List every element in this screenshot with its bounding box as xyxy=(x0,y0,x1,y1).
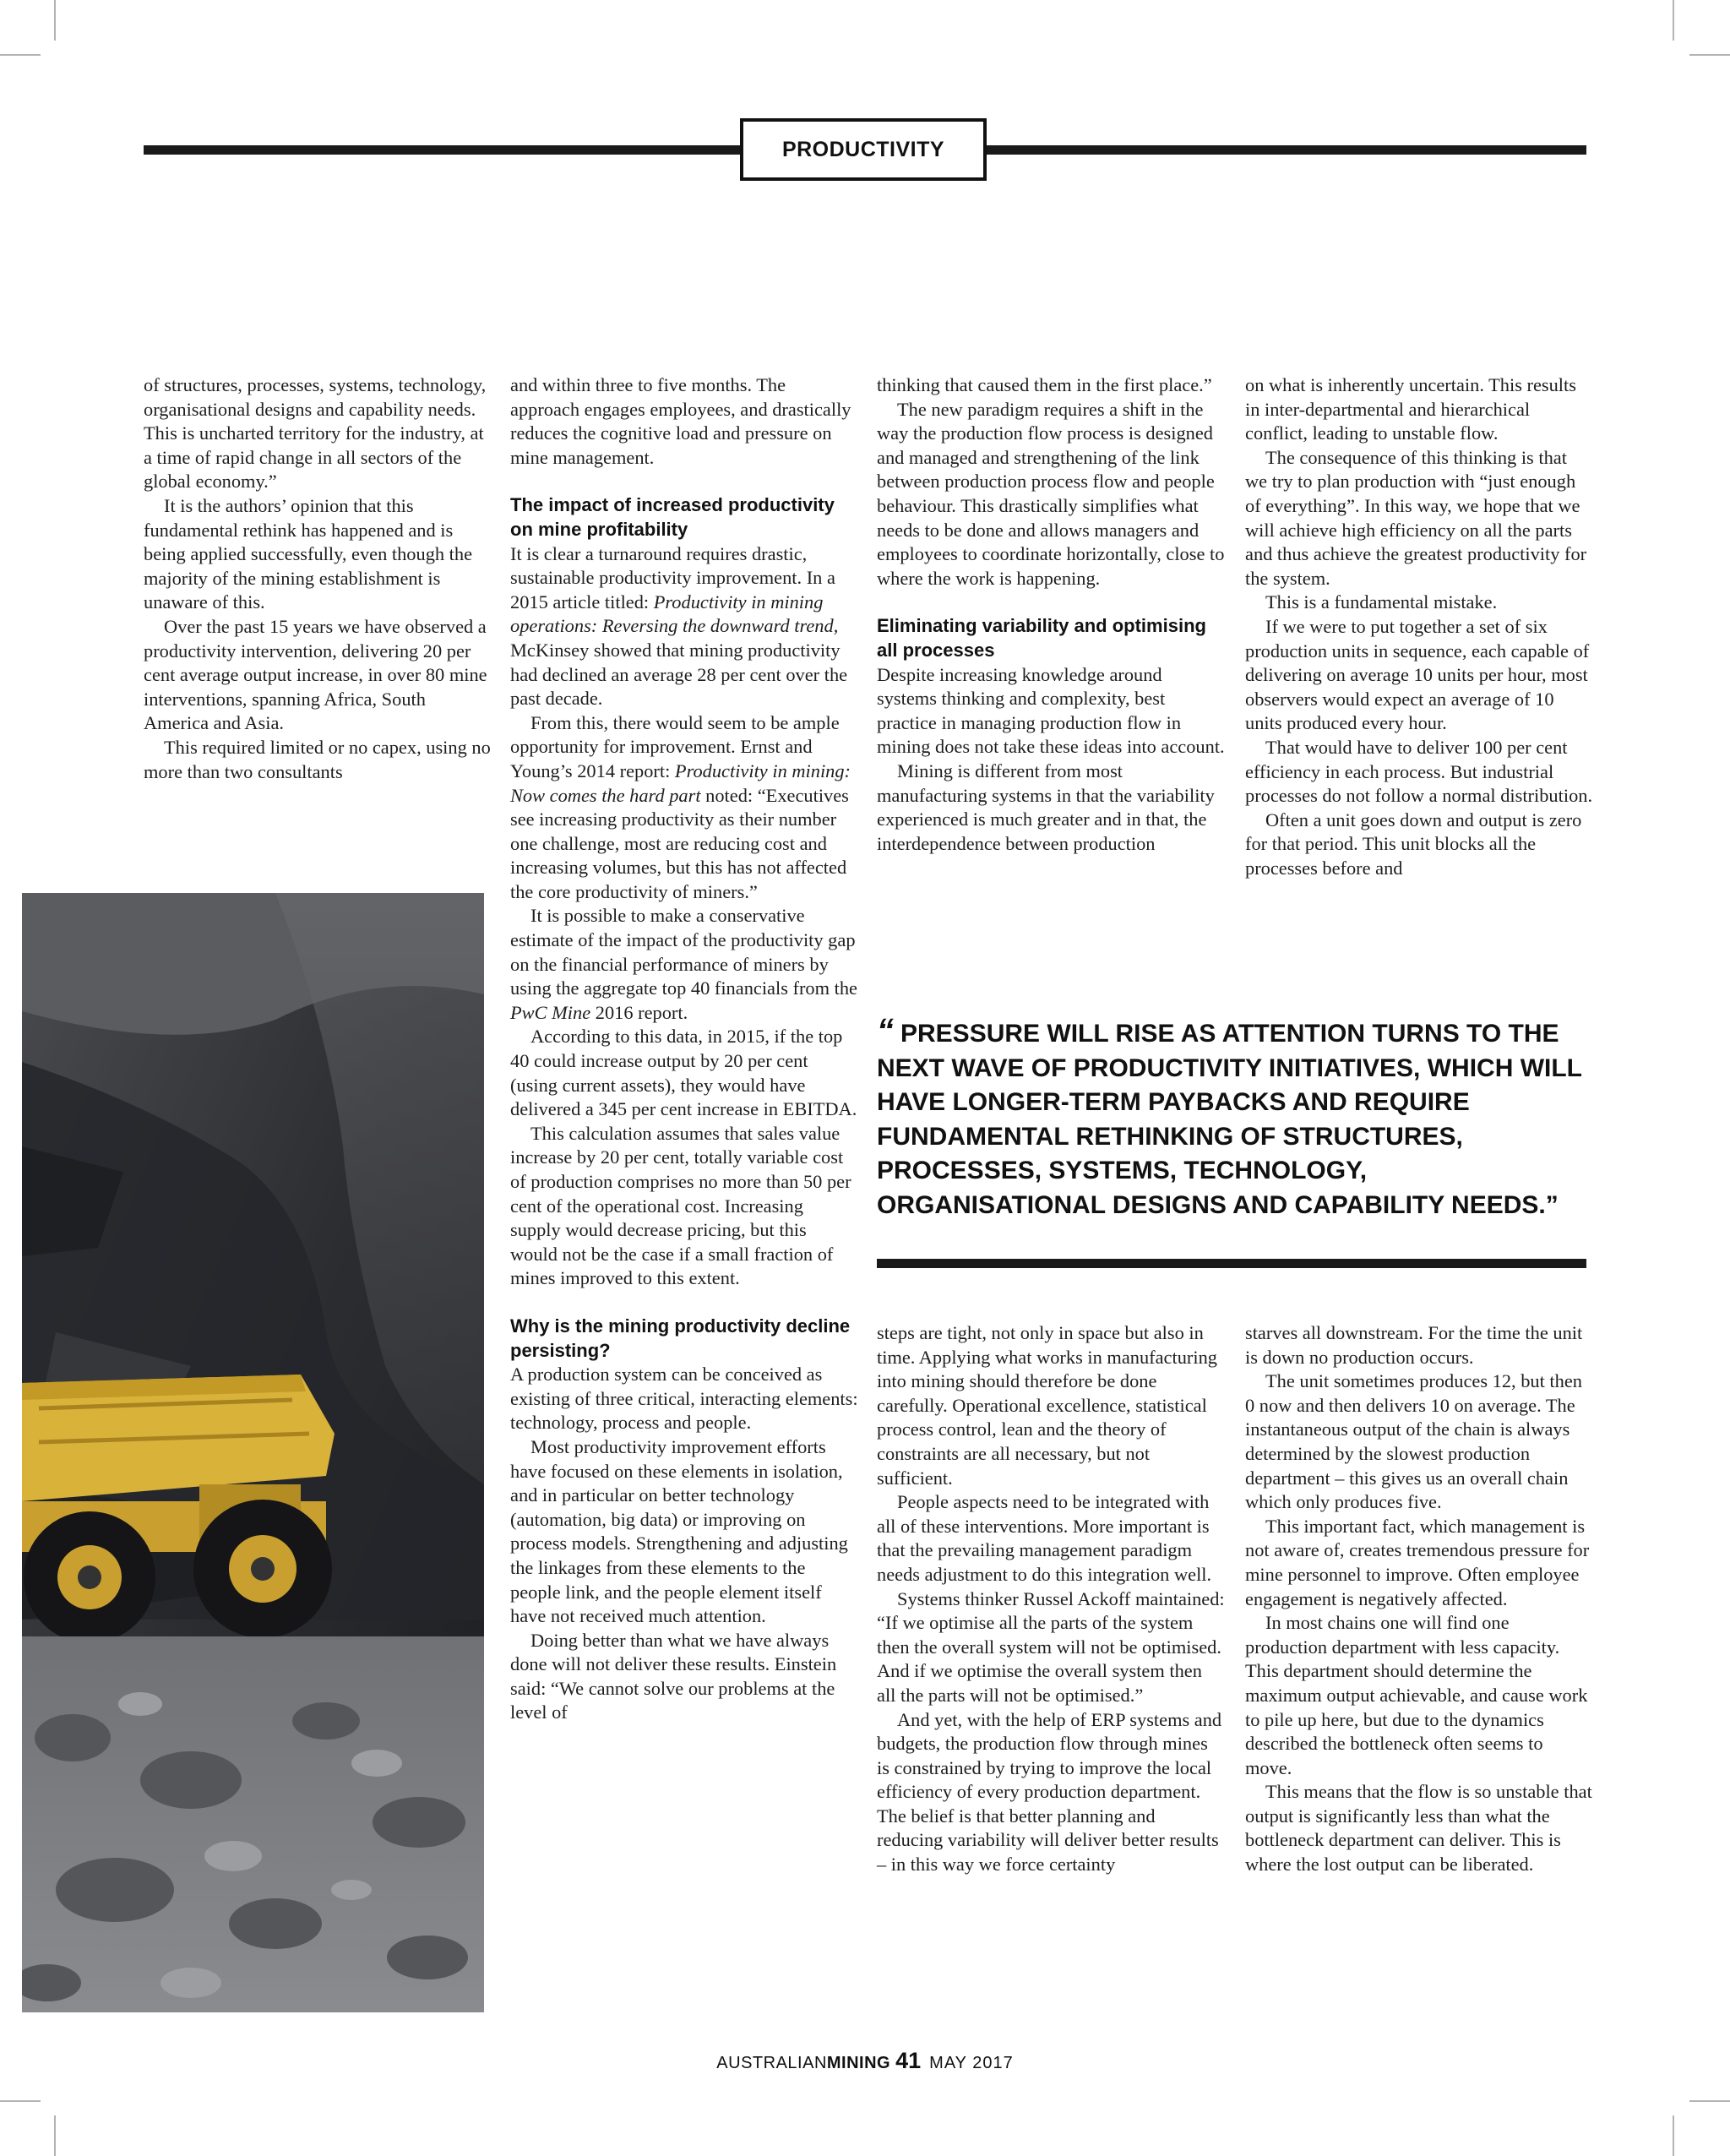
column-4-bottom xyxy=(1245,1321,1593,1877)
paragraph: steps are tight, not only in space but also in time. Applying what works in manufacturing into mining should therefore be done carefully. Operational excellence, statistical process control, lean and the theory of constraints are all necessary, but not sufficient. xyxy=(877,1322,1217,1489)
paragraph: Often a unit goes down and output is zero for that period. This unit blocks all the processes before and xyxy=(1245,808,1582,879)
paragraph: This means that the flow is so unstable that output is significantly less than what the bottleneck department can deliver. This is where the lost output can be liberated. xyxy=(1245,1781,1592,1876)
paragraph: People aspects need to be integrated with all of these interventions. More important is that the prevailing management paradigm needs adjustment to do this integration well. xyxy=(877,1491,1212,1585)
subheading: Why is the mining productivity decline persisting? xyxy=(510,1315,851,1361)
crop-mark xyxy=(54,0,56,41)
crop-mark xyxy=(1689,54,1730,56)
paragraph: In most chains one will find one production department with less capacity. This department should determine the maximum output achievable, and cause work to pile up here, but due to the dynamics described the bottleneck often seems to move. xyxy=(1245,1612,1588,1778)
paragraph: If we were to put together a set of six production units in sequence, each capable of delivering on average 10 units per hour, most observers would expect an average of 10 units produced every hour. xyxy=(1245,615,1590,734)
mine-truck-photo xyxy=(22,893,484,2012)
pull-quote xyxy=(877,1014,1586,1222)
section-label: PRODUCTIVITY xyxy=(740,118,987,181)
column-3-bottom xyxy=(877,1321,1225,1877)
subheading: Eliminating variability and optimising all processes xyxy=(877,615,1206,661)
publication-name-light: AUSTRALIAN xyxy=(716,2054,827,2072)
column-4-top xyxy=(1245,373,1593,880)
paragraph: The consequence of this thinking is that we try to plan production with “just enough of everything”. In this way, we hope that we will achieve high efficiency on all the parts and thus achieve the greatest productivity for the system. xyxy=(1245,446,1587,589)
crop-mark xyxy=(1689,2100,1730,2102)
crop-mark xyxy=(0,54,41,56)
column-3-top xyxy=(877,373,1225,856)
crop-mark xyxy=(0,2100,41,2102)
paragraph: From this, there would seem to be ample opportunity for improvement. Ernst and Young’s 2014 report: Productivity in mining: Now comes the hard part noted: “Executives see increasing productivity as their number one challenge, most are reducing cost and increasing volumes, but this has not affected the core productivity of miners.” xyxy=(510,711,851,902)
paragraph: of structures, processes, systems, technology, organisational designs and capability needs. This is uncharted territory for the industry, at a time of rapid change in all sectors of the global economy.” xyxy=(144,374,487,493)
paragraph: This is a fundamental mistake. xyxy=(1265,591,1498,613)
page-number: 41 xyxy=(895,2048,922,2073)
paragraph: starves all downstream. For the time the unit is down no production occurs. xyxy=(1245,1322,1583,1368)
paragraph: Mining is different from most manufacturing systems in that the variability experienced is much greater and in that, the interdependence between production xyxy=(877,760,1215,854)
quote-mark: “ xyxy=(877,1012,894,1049)
paragraph: That would have to deliver 100 per cent efficiency in each process. But industrial processes do not follow a normal distribution. xyxy=(1245,736,1593,807)
paragraph: It is possible to make a conservative estimate of the impact of the productivity gap on the financial performance of miners by using the aggregate top 40 financials from the PwC Mine 2016 report. xyxy=(510,905,857,1023)
paragraph: Despite increasing knowledge around systems thinking and complexity, best practice in managing production flow in mining does not take these ideas into account. xyxy=(877,663,1225,758)
crop-mark xyxy=(1673,0,1674,41)
paragraph: Most productivity improvement efforts have focused on these elements in isolation, and in particular on better technology (automation, big data) or improving on process models. Strengthening and adjusting the linkages from these elements to the people link, and the people element itself have not received much attention. xyxy=(510,1435,848,1627)
paragraph: and within three to five months. The approach engages employees, and drastically reduces the cognitive load and pressure on mine management. xyxy=(510,374,851,468)
crop-mark xyxy=(54,2115,56,2156)
paragraph: Doing better than what we have always done will not deliver these results. Einstein said: “We cannot solve our problems at the level of xyxy=(510,1629,837,1723)
paragraph: According to this data, in 2015, if the top 40 could increase output by 20 per cent (using current assets), they would have delivered a 345 per cent increase in EBITDA. xyxy=(510,1026,857,1120)
paragraph: Over the past 15 years we have observed a productivity intervention, delivering 20 per cent average output increase, in over 80 mine interventions, spanning Africa, South America and Asia. xyxy=(144,615,487,734)
paragraph: It is the authors’ opinion that this fundamental rethink has happened and is being applied successfully, even though the majority of the mining establishment is unaware of this. xyxy=(144,494,473,613)
paragraph: thinking that caused them in the first place.” xyxy=(877,374,1212,395)
subheading: The impact of increased productivity on mine profitability xyxy=(510,494,835,540)
paragraph: Systems thinker Russel Ackoff maintained: “If we optimise all the parts of the system then the overall system will not be optimised. And if we optimise the overall system then all the parts will not be optimised.” xyxy=(877,1587,1225,1706)
issue-date: MAY 2017 xyxy=(929,2054,1014,2072)
page-footer xyxy=(0,2048,1730,2074)
paragraph: on what is inherently uncertain. This results in inter-departmental and hierarchical conflict, leading to unstable flow. xyxy=(1245,374,1576,444)
publication-name-bold: MINING xyxy=(826,2054,891,2072)
mine-truck-image xyxy=(22,893,484,2012)
column-1 xyxy=(144,373,492,784)
paragraph: This important fact, which management is not aware of, creates tremendous pressure for mine personnel to improve. Often employee engagement is negatively affected. xyxy=(1245,1515,1590,1609)
paragraph: The new paradigm requires a shift in the way the production flow process is designed and managed and strengthening of the link between production process flow and people behaviour. This drastically simplifies what needs to be done and allows managers and employees to coordinate horizontally, close to where the work is happening. xyxy=(877,398,1225,589)
paragraph: And yet, with the help of ERP systems and budgets, the production flow through mines is constrained by trying to improve the local efficiency of every production department. The belief is that better planning and reducing variability will deliver better results – in this way we force certainty xyxy=(877,1708,1222,1876)
paragraph: This required limited or no capex, using no more than two consultants xyxy=(144,736,491,782)
pull-quote-text: PRESSURE WILL RISE AS ATTENTION TURNS TO THE NEXT WAVE OF PRODUCTIVITY INITIATIVES, WHICH WILL HAVE LONGER-TERM PAYBACKS AND REQUIRE FUNDAMENTAL RETHINKING OF STRUCTURES, PROCESSES, SYSTEMS, TECHNOLOGY, ORGANISATIONAL DESIGNS AND CAPABILITY NEEDS.” xyxy=(877,1020,1582,1219)
crop-mark xyxy=(1673,2115,1674,2156)
paragraph: It is clear a turnaround requires drastic, sustainable productivity improvement. In a 2015 article titled: Productivity in mining operations: Reversing the downward trend, McKinsey showed that mining productivity had declined an average 28 per cent over the past decade. xyxy=(510,542,848,710)
paragraph: This calculation assumes that sales value increase by 20 per cent, totally variable cost of production comprises no more than 50 per cent of the operational cost. Increasing supply would decrease pricing, but this would not be the case if a small fraction of mines improved to this extent. xyxy=(510,1122,851,1289)
column-2 xyxy=(510,373,858,1725)
paragraph: The unit sometimes produces 12, but then 0 now and then delivers 10 on average. The instantaneous output of the chain is always determined by the slowest production department – this gives us an overall chain which only produces five. xyxy=(1245,1370,1582,1513)
paragraph: A production system can be conceived as existing of three critical, interacting elements: technology, process and people. xyxy=(510,1364,858,1434)
pull-quote-rule xyxy=(877,1259,1586,1268)
